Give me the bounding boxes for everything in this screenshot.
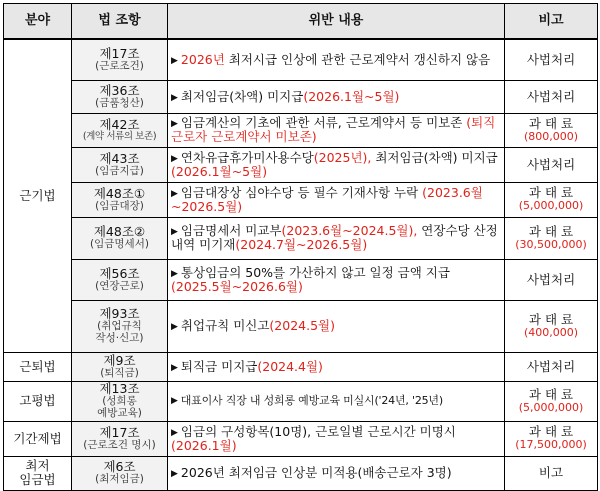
table-row <box>4 456 598 490</box>
note-cell: 과 태 료 (800,000) <box>505 113 598 147</box>
content-cell: ▶ 임금대장상 심야수당 등 필수 기재사항 누락 (2023.6월~2026.5월) <box>168 182 505 217</box>
violations-table <box>3 3 598 491</box>
table-row <box>4 259 598 300</box>
law-cell: 제93조 (취업규칙 작성·신고) <box>72 300 168 352</box>
bullet-icon: ▶ <box>171 322 178 332</box>
law-cell: 제56조 (연장근로) <box>72 259 168 300</box>
note-cell: 비고 <box>505 456 598 490</box>
content-cell: ▶ 대표이사 직장 내 성희롱 예방교육 미실시('24년, '25년) <box>168 381 505 421</box>
law-cell: 제42조 (계약 서류의 보존) <box>72 113 168 147</box>
table-row <box>4 217 598 259</box>
content-cell: ▶ 임금계산의 기초에 관한 서류, 근로계약서 등 미보존 (퇴직근로자 근로계약서 미보존) <box>168 113 505 147</box>
bullet-icon: ▶ <box>171 55 178 66</box>
table-row <box>4 352 598 381</box>
bullet-icon: ▶ <box>171 362 178 373</box>
content-cell: ▶ 임금의 구성항목(10명), 근로일별 근로시간 미명시 (2026.1월) <box>168 421 505 456</box>
table-row <box>4 39 598 80</box>
table-row <box>4 300 598 352</box>
header-law: 법 조항 <box>72 4 168 40</box>
content-cell: ▶ 퇴직금 미지급(2024.4월) <box>168 352 505 381</box>
header-note: 비고 <box>505 4 598 40</box>
note-cell: 사법처리 <box>505 39 598 80</box>
note-cell: 사법처리 <box>505 80 598 113</box>
note-cell: 과 태 료 (17,500,000) <box>505 421 598 456</box>
content-cell: ▶ 연차유급휴가미사용수당(2025년), 최저임금(차액) 미지급(2026.1월~5월) <box>168 147 505 182</box>
header-area: 분야 <box>4 4 72 40</box>
note-cell: 과 태 료 (5,000,000) <box>505 381 598 421</box>
bullet-icon: ▶ <box>171 268 178 279</box>
header-content: 위반 내용 <box>168 4 505 40</box>
content-cell: ▶ 통상임금의 50%를 가산하지 않고 일정 금액 지급 (2025.5월~2026.6월) <box>168 259 505 300</box>
note-cell: 사법처리 <box>505 147 598 182</box>
note-cell: 사법처리 <box>505 352 598 381</box>
header-row <box>4 4 598 40</box>
table-row <box>4 421 598 456</box>
table-row <box>4 113 598 147</box>
bullet-icon: ▶ <box>171 469 178 479</box>
law-cell: 제43조 (임금지급) <box>72 147 168 182</box>
group-label: 근기법 <box>4 39 72 352</box>
bullet-icon: ▶ <box>171 153 178 164</box>
content-cell: ▶ 취업규칙 미신고(2024.5월) <box>168 300 505 352</box>
bullet-icon: ▶ <box>171 395 178 406</box>
bullet-icon: ▶ <box>171 188 178 199</box>
group-label: 최저 임금법 <box>4 456 72 490</box>
law-cell: 제6조 (최저임금) <box>72 456 168 490</box>
law-cell: 제36조 (금품청산) <box>72 80 168 113</box>
table-row <box>4 80 598 113</box>
group-label: 근퇴법 <box>4 352 72 381</box>
table-row <box>4 182 598 217</box>
note-cell: 과 태 료 (5,000,000) <box>505 182 598 217</box>
note-cell: 과 태 료 (30,500,000) <box>505 217 598 259</box>
content-cell: ▶ 2026년 최저시급 인상에 관한 근로계약서 갱신하지 않음 <box>168 39 505 80</box>
note-cell: 사법처리 <box>505 259 598 300</box>
law-cell: 제48조② (임금명세서) <box>72 217 168 259</box>
bullet-icon: ▶ <box>171 227 178 237</box>
bullet-icon: ▶ <box>171 92 178 103</box>
table-row <box>4 147 598 182</box>
group-label: 고평법 <box>4 381 72 421</box>
law-cell: 제17조 (근로조건 명시) <box>72 421 168 456</box>
law-cell: 제48조① (임금대장) <box>72 182 168 217</box>
bullet-icon: ▶ <box>171 119 178 129</box>
content-cell: ▶ 임금명세서 미교부(2023.6월~2024.5월), 연장수당 산정내역 미기재(2024.7월~2026.5월) <box>168 217 505 259</box>
law-cell: 제9조 (퇴직금) <box>72 352 168 381</box>
table-row <box>4 381 598 421</box>
law-cell: 제17조 (근로조건) <box>72 39 168 80</box>
law-cell: 제13조 (성희롱 예방교육) <box>72 381 168 421</box>
content-cell: ▶ 2026년 최저임금 인상분 미적용(배송근로자 3명) <box>168 456 505 490</box>
content-cell: ▶ 최저임금(차액) 미지급(2026.1월~5월) <box>168 80 505 113</box>
group-label: 기간제법 <box>4 421 72 456</box>
note-cell: 과 태 료 (400,000) <box>505 300 598 352</box>
bullet-icon: ▶ <box>171 427 178 438</box>
